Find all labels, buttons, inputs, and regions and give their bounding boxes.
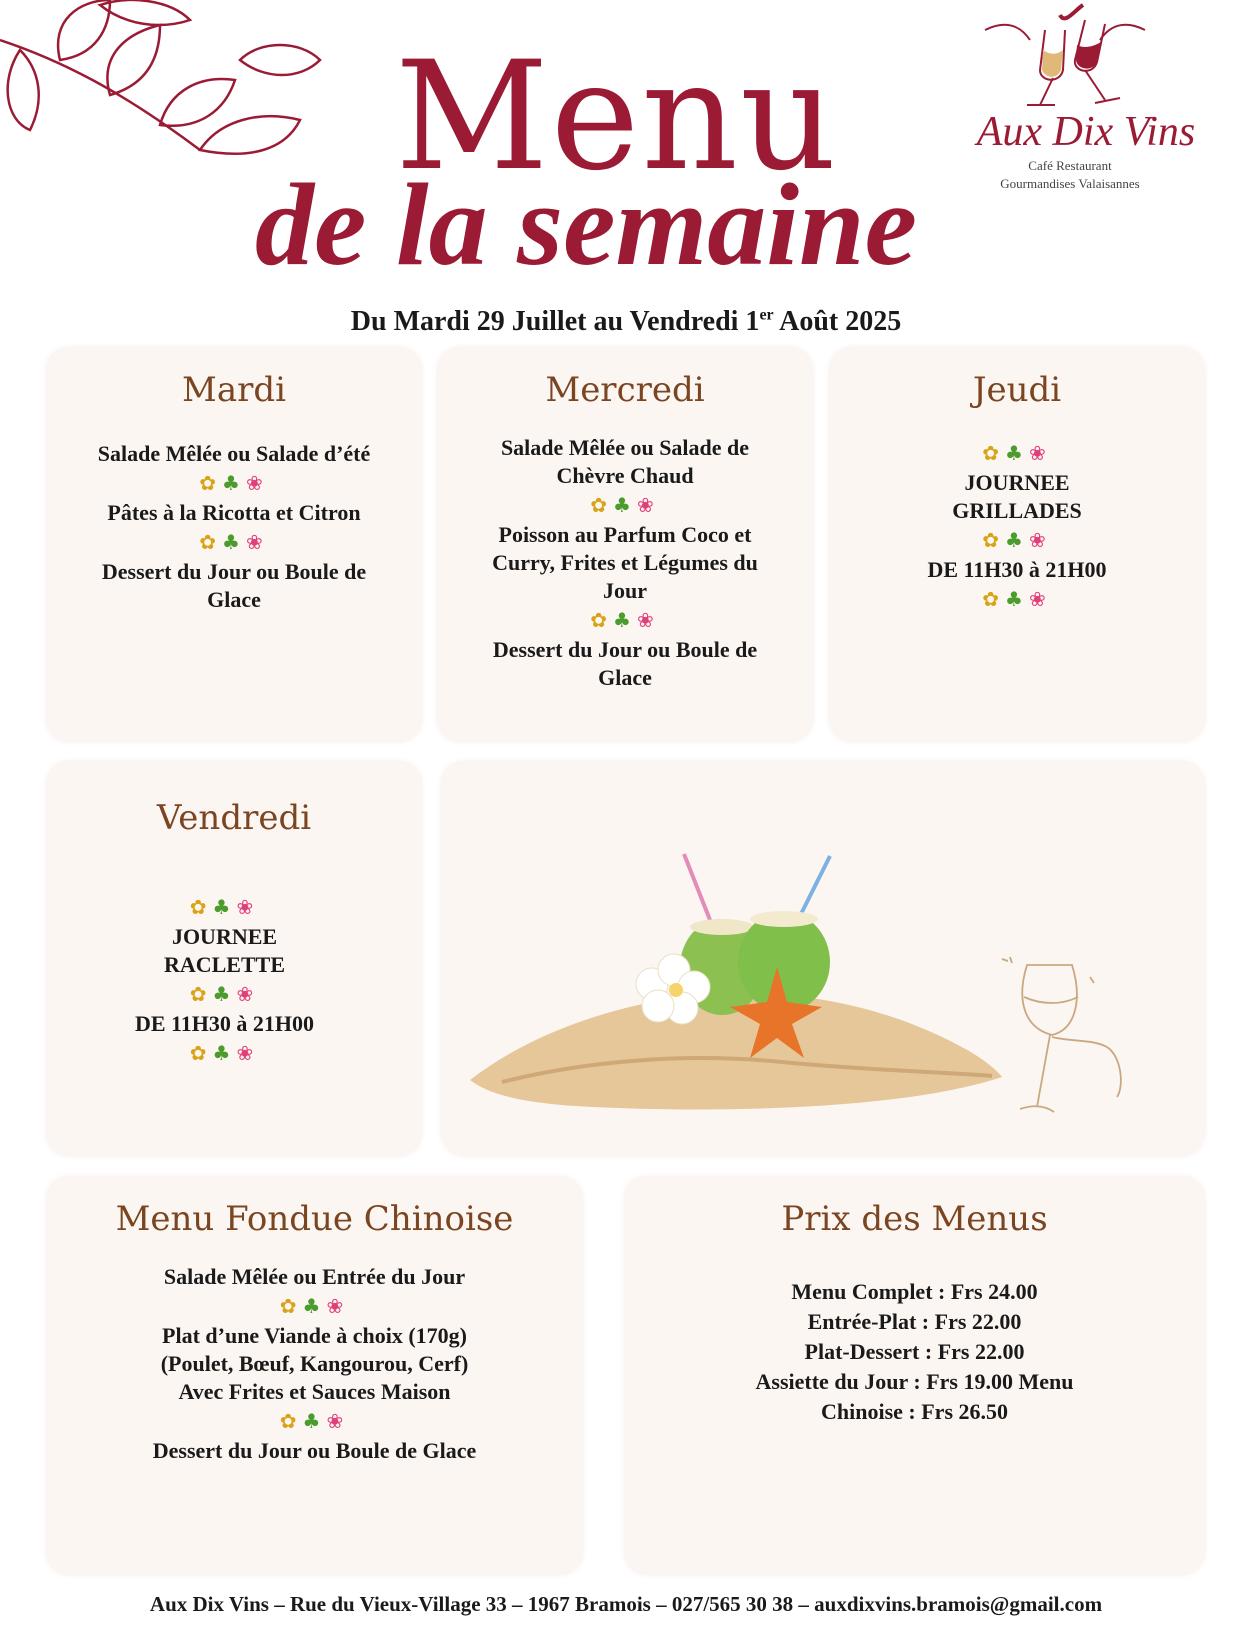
fondue-entree: Salade Mêlée ou Entrée du Jour [163,1264,466,1289]
logo-tagline-2: Gourmandises Valaisannes [1000,176,1140,191]
wine-glasses-logo-icon [965,0,1165,110]
dish-main-cont: Curry, Frites et Légumes du [492,550,758,575]
vendredi-line-1: JOURNEE [171,924,278,949]
page-subtitle: de la semaine [255,159,918,290]
emoji-row [982,584,1051,615]
cactus-icon: ♣ [302,1294,327,1318]
sunflower-icon: ✿ [982,441,1006,465]
day-title-mardi: Mardi [182,370,286,410]
sunflower-icon: ✿ [189,982,213,1006]
hibiscus-icon: ❀ [236,895,260,919]
cactus-icon: ♣ [613,608,637,632]
hibiscus-icon: ❀ [326,1294,350,1318]
emoji-row [982,438,1051,469]
emoji-row [280,1406,349,1437]
cactus-icon: ♣ [302,1409,327,1433]
dish-entree: Salade Mêlée ou Salade de [500,435,750,460]
cactus-icon: ♣ [212,895,237,919]
hibiscus-icon: ❀ [245,471,269,495]
dish-dessert-cont: Glace [207,587,261,612]
emoji-row [590,490,659,521]
price-plat-dessert: Plat-Dessert : Frs 22.00 [804,1339,1025,1364]
emoji-row [199,527,268,558]
illustration-card [442,762,1204,1155]
jeudi-hours: DE 11H30 à 21H00 [927,557,1107,582]
day-title-jeudi: Jeudi [972,370,1062,410]
date-range: Du Mardi 29 Juillet au Vendredi 1er Août 2025 [350,306,902,337]
dish-main: Pâtes à la Ricotta et Citron [107,500,361,525]
hibiscus-icon: ❀ [636,493,660,517]
sunflower-icon: ✿ [590,608,614,632]
vendredi-line-2: RACLETTE [163,952,286,977]
emoji-row [190,1038,259,1069]
sunflower-icon: ✿ [982,587,1006,611]
fondue-title: Menu Fondue Chinoise [115,1199,514,1239]
hibiscus-icon: ❀ [636,608,660,632]
card-mardi [47,348,421,741]
day-title-vendredi: Vendredi [156,798,312,838]
price-chinoise: Chinoise : Frs 26.50 [821,1399,1008,1424]
sunflower-icon: ✿ [279,1409,303,1433]
jeudi-line-2: GRILLADES [952,498,1082,523]
sunflower-icon: ✿ [590,493,614,517]
hibiscus-icon: ❀ [1028,528,1052,552]
fondue-plat: Plat d’une Viande à choix (170g) [162,1323,467,1348]
dish-dessert-cont: Glace [598,665,652,690]
dish-dessert: Dessert du Jour ou Boule de [101,559,367,584]
prix-title: Prix des Menus [781,1199,1048,1239]
hibiscus-icon: ❀ [1028,441,1052,465]
emoji-row [590,605,659,636]
price-assiette: Assiette du Jour : Frs 19.00 Menu [755,1369,1074,1394]
logo-name: Aux Dix Vins [976,109,1196,155]
dish-main: Poisson au Parfum Coco et [498,522,752,547]
dish-main-cont2: Jour [603,578,647,603]
hibiscus-icon: ❀ [326,1409,350,1433]
sunflower-icon: ✿ [982,528,1006,552]
cactus-icon: ♣ [1005,587,1029,611]
fondue-accomp: Avec Frites et Sauces Maison [178,1379,451,1404]
sunflower-icon: ✿ [279,1294,303,1318]
day-title-mercredi: Mercredi [545,370,705,410]
card-fondue [47,1177,582,1574]
emoji-row [280,1291,349,1322]
sunflower-icon: ✿ [199,530,223,554]
wine-glass-hand-icon [982,947,1142,1122]
cactus-icon: ♣ [1005,441,1029,465]
cactus-icon: ♣ [212,1041,237,1065]
cactus-icon: ♣ [613,493,637,517]
vendredi-hours: DE 11H30 à 21H00 [134,1011,315,1036]
price-entree-plat: Entrée-Plat : Frs 22.00 [807,1309,1022,1334]
cactus-icon: ♣ [212,982,237,1006]
card-prix [625,1177,1204,1574]
sunflower-icon: ✿ [199,471,223,495]
logo-tagline-1: Café Restaurant [1028,158,1112,173]
card-mercredi [438,348,812,741]
jeudi-line-1: JOURNEE [964,470,1070,495]
footer-contact: Aux Dix Vins – Rue du Vieux-Village 33 – 1967 Bramois – 027/565 30 38 – auxdixvins.bramois@gmail.com [149,1592,1103,1616]
price-complet: Menu Complet : Frs 24.00 [791,1279,1038,1304]
hibiscus-icon: ❀ [245,530,269,554]
sunflower-icon: ✿ [189,1041,213,1065]
page-title: Menu [395,30,839,204]
hibiscus-icon: ❀ [1028,587,1052,611]
dish-dessert: Dessert du Jour ou Boule de [492,637,758,662]
dish-entree-cont: Chèvre Chaud [556,463,694,488]
emoji-row [190,892,259,923]
emoji-row [199,468,268,499]
logo [920,0,1252,200]
card-vendredi [47,762,421,1155]
fondue-viandes: (Poulet, Bœuf, Kangourou, Cerf) [160,1351,469,1376]
hibiscus-icon: ❀ [236,1041,260,1065]
sunflower-icon: ✿ [189,895,213,919]
hibiscus-icon: ❀ [236,982,260,1006]
dish-entree: Salade Mêlée ou Salade d’été [97,441,371,466]
cactus-icon: ♣ [1005,528,1029,552]
cactus-icon: ♣ [222,530,246,554]
emoji-row [190,979,259,1010]
emoji-row [982,525,1051,556]
card-jeudi [830,348,1204,741]
fondue-dessert: Dessert du Jour ou Boule de Glace [152,1438,477,1463]
cactus-icon: ♣ [222,471,246,495]
